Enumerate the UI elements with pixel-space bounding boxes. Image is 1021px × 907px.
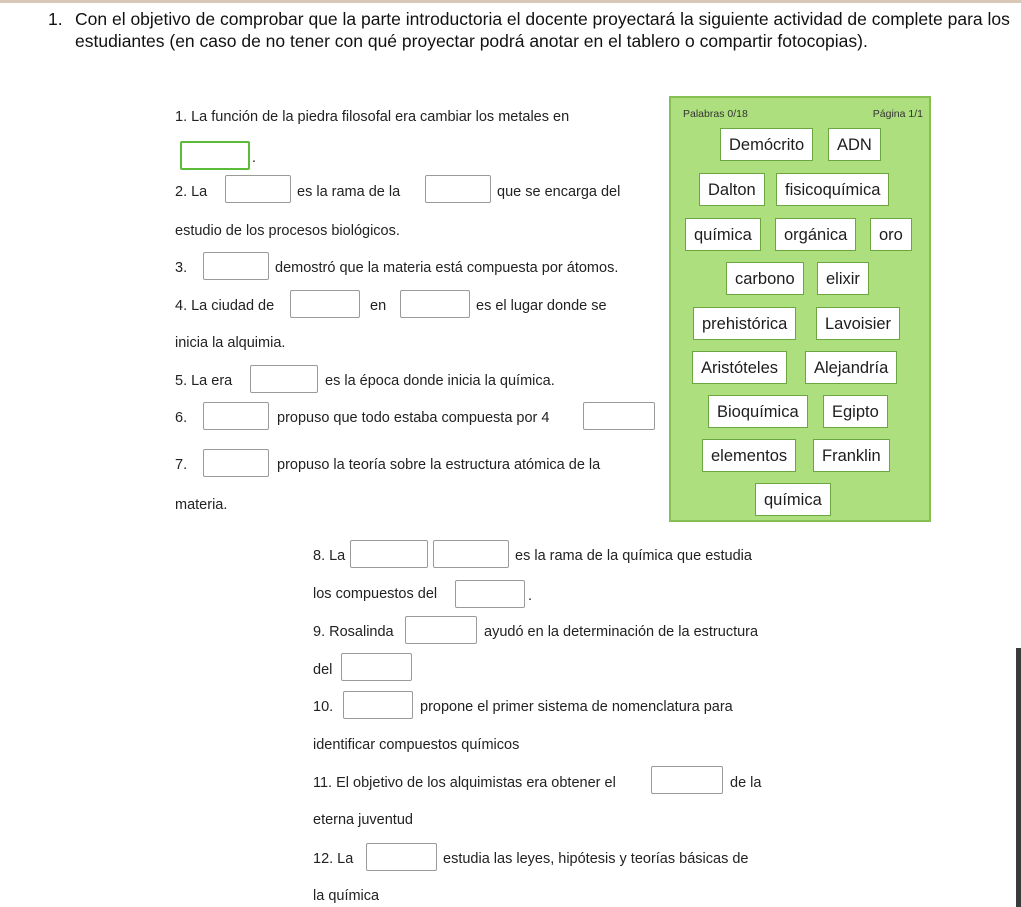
q10-text-a: 10. [313,699,334,715]
q8-blank-2[interactable] [433,540,509,568]
q2-blank-2[interactable] [425,175,491,203]
q2-text-a: 2. La [175,184,208,200]
q3-text-b: demostró que la materia está compuesta por átomos. [275,260,619,276]
q10-text-b: propone el primer sistema de nomenclatura para [420,699,733,715]
word-chip[interactable]: Dalton [699,173,765,206]
q8-blank-1[interactable] [350,540,428,568]
q1-blank[interactable] [180,141,250,170]
q11-text-a: 11. El objetivo de los alquimistas era obtener el [313,775,616,791]
word-chip[interactable]: orgánica [775,218,856,251]
instruction-number: 1. [48,9,63,29]
q8-period: . [528,588,533,604]
words-counter: Palabras 0/18 [683,108,748,120]
word-chip[interactable]: ADN [828,128,881,161]
q9-text-b: ayudó en la determinación de la estructura [484,624,759,640]
word-chip[interactable]: Bioquímica [708,395,808,428]
word-chip[interactable]: química [685,218,761,251]
q5-text-b: es la época donde inicia la química. [325,373,555,389]
q9-text-a: 9. Rosalinda [313,624,394,640]
q1-text: 1. La función de la piedra filosofal era cambiar los metales en [175,109,570,125]
q7-blank[interactable] [203,449,269,477]
q1-period: . [252,150,257,166]
q5-blank[interactable] [250,365,318,393]
q12-text-c: la química [313,888,380,904]
word-chip[interactable]: Lavoisier [816,307,900,340]
q7-text-c: materia. [175,497,228,513]
q2-text-d: estudio de los procesos biológicos. [175,223,400,239]
q6-text-b: propuso que todo estaba compuesta por 4 [277,410,550,426]
q6-text-a: 6. [175,410,188,426]
q4-text-a: 4. La ciudad de [175,298,275,314]
word-chip[interactable]: oro [870,218,912,251]
q10-blank[interactable] [343,691,413,719]
word-chip[interactable]: química [755,483,831,516]
q2-text-c: que se encarga del [497,184,621,200]
word-chip[interactable]: prehistórica [693,307,796,340]
word-chip[interactable]: Alejandría [805,351,897,384]
instruction [48,8,1010,52]
page-edge-bar [1016,648,1021,907]
q8-text-b: es la rama de la química que estudia [515,548,752,564]
q3-text-a: 3. [175,260,188,276]
q6-blank-1[interactable] [203,402,269,430]
q3-blank[interactable] [203,252,269,280]
q6-blank-2[interactable] [583,402,655,430]
word-chip[interactable]: Demócrito [720,128,813,161]
q11-text-c: eterna juventud [313,812,413,828]
q4-blank-1[interactable] [290,290,360,318]
word-chip[interactable]: fisicoquímica [776,173,889,206]
q12-text-a: 12. La [313,851,354,867]
word-chip[interactable]: Franklin [813,439,890,472]
instruction-text: Con el objetivo de comprobar que la parte introductoria el docente proyectará la siguiente actividad de complete para los estudiantes (en caso de no tener con qué proyectar podrá anotar en el tablero o compartir fotocopias). [75,9,1010,51]
q9-text-c: del [313,662,333,678]
word-chip[interactable]: carbono [726,262,804,295]
word-chip[interactable]: Aristóteles [692,351,787,384]
q10-text-c: identificar compuestos químicos [313,737,520,753]
q4-text-c: es el lugar donde se [476,298,607,314]
q5-text-a: 5. La era [175,373,233,389]
q12-blank[interactable] [366,843,437,871]
q4-blank-2[interactable] [400,290,470,318]
q2-text-b: es la rama de la [297,184,401,200]
q11-blank[interactable] [651,766,723,794]
word-chip[interactable]: elementos [702,439,796,472]
word-chip[interactable]: elixir [817,262,869,295]
q9-blank-2[interactable] [341,653,412,681]
q8-blank-3[interactable] [455,580,525,608]
q11-text-b: de la [730,775,762,791]
q9-blank-1[interactable] [405,616,477,644]
q12-text-b: estudia las leyes, hipótesis y teorías básicas de [443,851,749,867]
q4-text-b: en [370,298,387,314]
word-bank [669,96,931,522]
q4-text-d: inicia la alquimia. [175,335,286,351]
word-chip[interactable]: Egipto [823,395,888,428]
q8-text-a: 8. La [313,548,346,564]
q7-text-b: propuso la teoría sobre la estructura atómica de la [277,457,601,473]
page-counter: Página 1/1 [872,108,923,120]
top-divider [0,0,1021,3]
q7-text-a: 7. [175,457,188,473]
q2-blank-1[interactable] [225,175,291,203]
q8-text-c: los compuestos del [313,586,438,602]
